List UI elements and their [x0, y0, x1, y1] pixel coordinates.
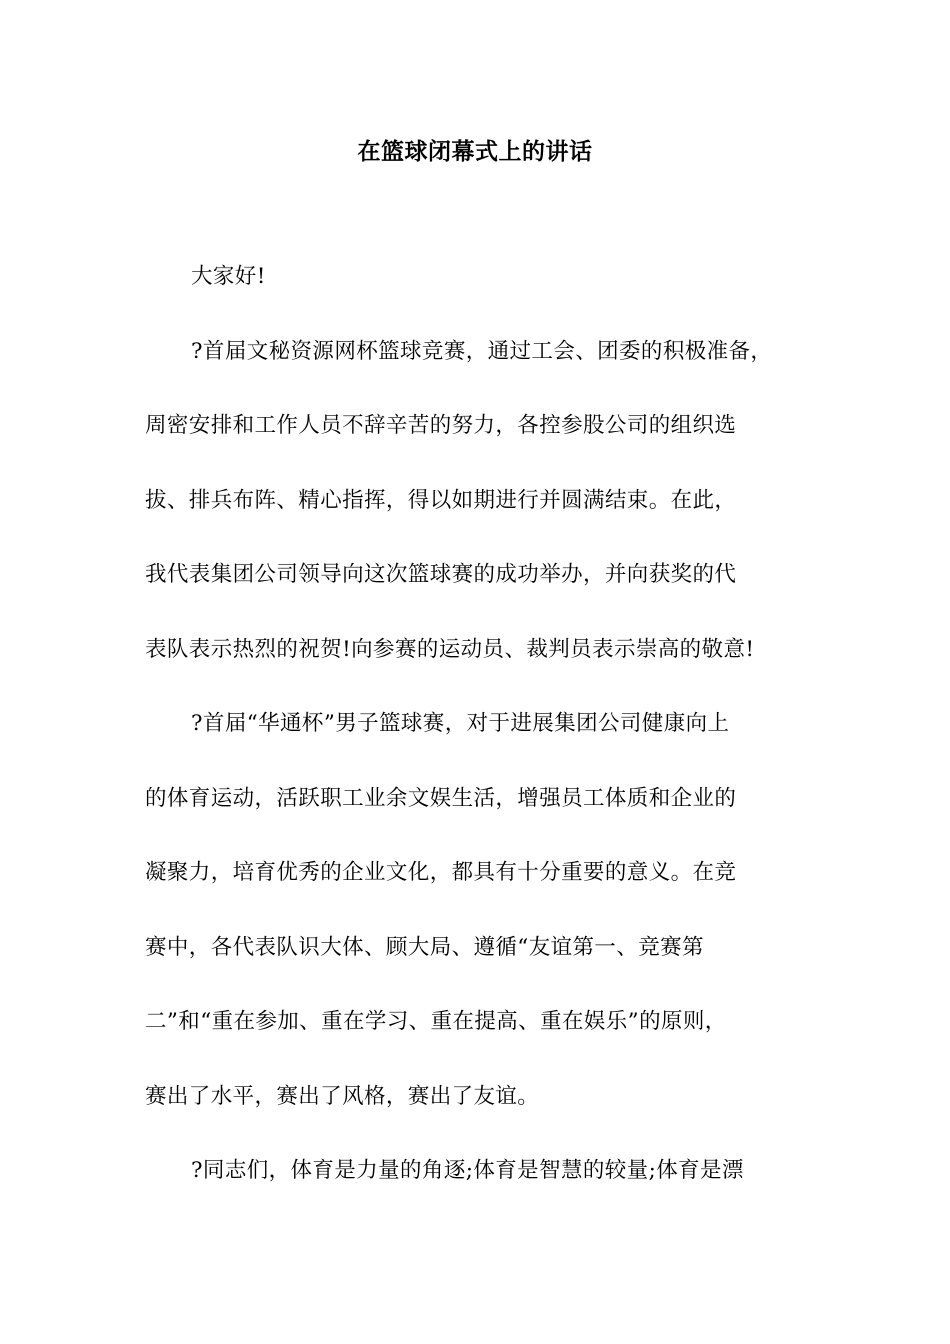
text-line: 凝聚力，培育优秀的企业文化，都具有十分重要的意义。在竞 [145, 860, 737, 885]
text-line: 我代表集团公司领导向这次篮球赛的成功举办，并向获奖的代 [145, 562, 737, 587]
text-line: ?首届文秘资源网杯篮球竞赛，通过工会、团委的积极准备， [191, 339, 773, 364]
document-title: 在篮球闭幕式上的讲话 [357, 139, 593, 165]
text-line: ?首届“华通杯”男子篮球赛，对于进展集团公司健康向上 [191, 711, 730, 736]
text-line: 赛出了水平，赛出了风格，赛出了友谊。 [145, 1084, 540, 1109]
text-line: 赛中，各代表队识大体、顾大局、遵循“友谊第一、竞赛第 [145, 935, 704, 960]
text-line: 的体育运动，活跃职工业余文娱生活，增强员工体质和企业的 [145, 786, 737, 811]
text-line: 二”和“重在参加、重在学习、重在提高、重在娱乐”的原则， [145, 1009, 727, 1034]
text-line-greeting: 大家好! [191, 264, 266, 289]
text-line: ?同志们，体育是力量的角逐;体育是智慧的较量;体育是漂 [191, 1158, 744, 1183]
text-line: 表队表示热烈的祝贺!向参赛的运动员、裁判员表示崇高的敬意! [145, 637, 755, 662]
text-line: 周密安排和工作人员不辞辛苦的努力，各控参股公司的组织选 [145, 413, 737, 438]
text-line: 拔、排兵布阵、精心指挥，得以如期进行并圆满结束。在此， [145, 488, 737, 513]
